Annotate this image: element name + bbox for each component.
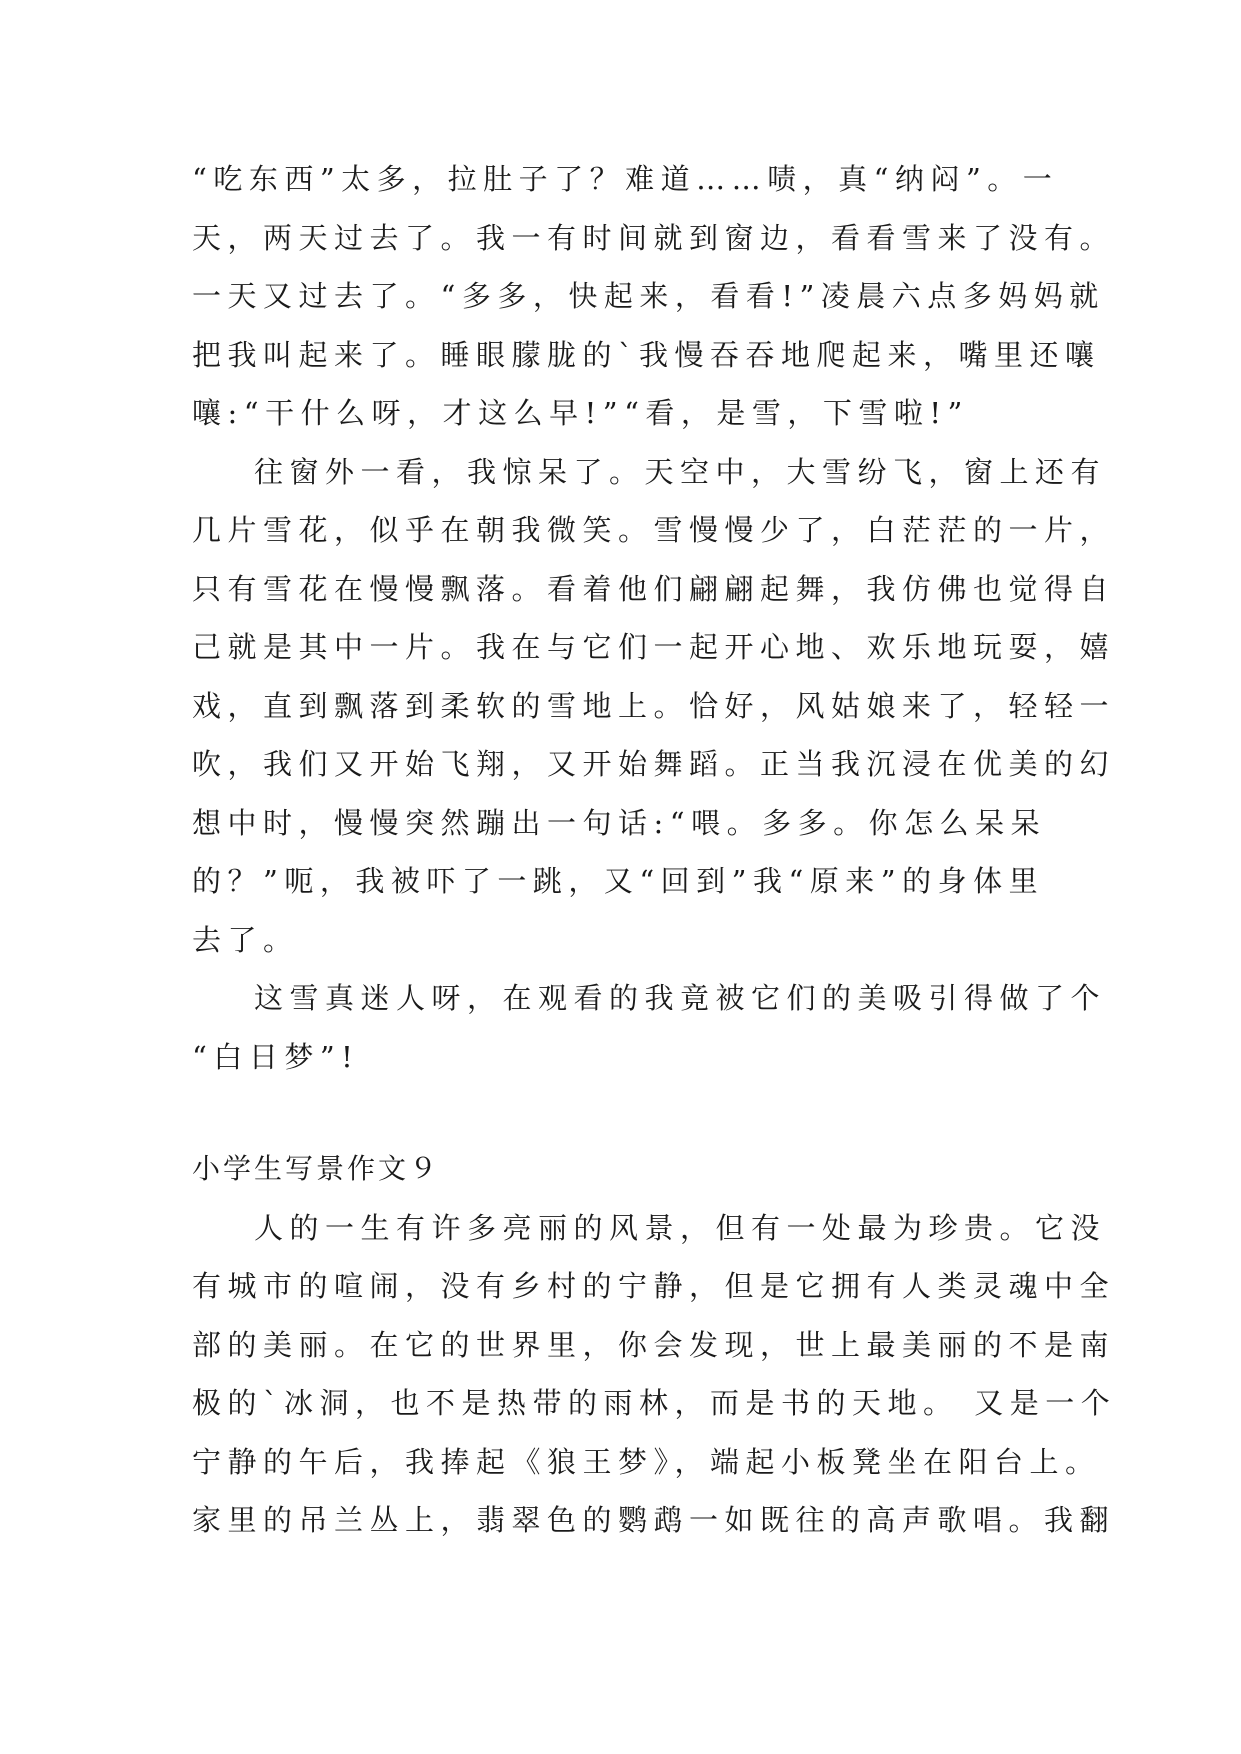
- text-line: 一天又过去了。“多多，快起来，看看!”凌晨六点多妈妈就: [192, 279, 1105, 313]
- paragraph-3: [192, 969, 1107, 1086]
- text-line: 只有雪花在慢慢飘落。看着他们翩翩起舞，我仿佛也觉得自: [192, 571, 1116, 606]
- text-line: “吃东西”太多，拉肚子了？难道……啧，真“纳闷”。一: [192, 162, 1059, 196]
- text-line: 有城市的喧闹，没有乡村的宁静，但是它拥有人类灵魂中全: [192, 1269, 1116, 1303]
- text-column: [192, 150, 1117, 1550]
- text-line: 把我叫起来了。睡眼朦胧的`我慢吞吞地爬起来，嘴里还嚷: [192, 337, 1101, 372]
- text-line: 几片雪花，似乎在朝我微笑。雪慢慢少了，白茫茫的一片，: [192, 513, 1116, 547]
- text-line: 己就是其中一片。我在与它们一起开心地、欢乐地玩耍，嬉: [192, 630, 1116, 664]
- text-line: 嚷:“干什么呀，才这么早!”“看，是雪，下雪啦!”: [192, 396, 969, 430]
- text-line: 人的一生有许多亮丽的风景，但有一处最为珍贵。它没: [254, 1210, 1107, 1245]
- text-line: 天，两天过去了。我一有时间就到窗边，看看雪来了没有。: [192, 220, 1116, 255]
- text-line: 极的`冰洞，也不是热带的雨林，而是书的天地。 又是一个: [192, 1386, 1117, 1420]
- text-line: 家里的吊兰丛上，翡翠色的鹦鹉一如既往的高声歌唱。我翻: [192, 1503, 1116, 1537]
- text-line: 这雪真迷人呀，在观看的我竟被它们的美吸引得做了个: [254, 981, 1107, 1015]
- paragraph-1: [192, 150, 1116, 443]
- paragraph-2: [192, 443, 1116, 970]
- text-line: 宁静的午后，我捧起《狼王梦》，端起小板凳坐在阳台上。: [192, 1444, 1101, 1479]
- text-line: 部的美丽。在它的世界里，你会发现，世上最美丽的不是南: [192, 1327, 1116, 1362]
- text-line: 戏，直到飘落到柔软的雪地上。恰好，风姑娘来了，轻轻一: [192, 688, 1116, 723]
- paragraph-4: [192, 1199, 1117, 1550]
- text-line: 想中时，慢慢突然蹦出一句话:“喂。多多。你怎么呆呆: [192, 805, 1047, 840]
- text-line: “白日梦”!: [192, 1039, 360, 1074]
- section-heading: 小学生写景作文９: [192, 1152, 441, 1185]
- text-line: 去了。: [192, 922, 299, 957]
- text-line: 吹，我们又开始飞翔，又开始舞蹈。正当我沉浸在优美的幻: [192, 747, 1116, 781]
- section-gap: [192, 1086, 1072, 1140]
- text-line: 的？”呃，我被吓了一跳，又“回到”我“原来”的身体里: [192, 864, 1045, 898]
- text-line: 往窗外一看，我惊呆了。天空中，大雪纷飞，窗上还有: [254, 454, 1107, 489]
